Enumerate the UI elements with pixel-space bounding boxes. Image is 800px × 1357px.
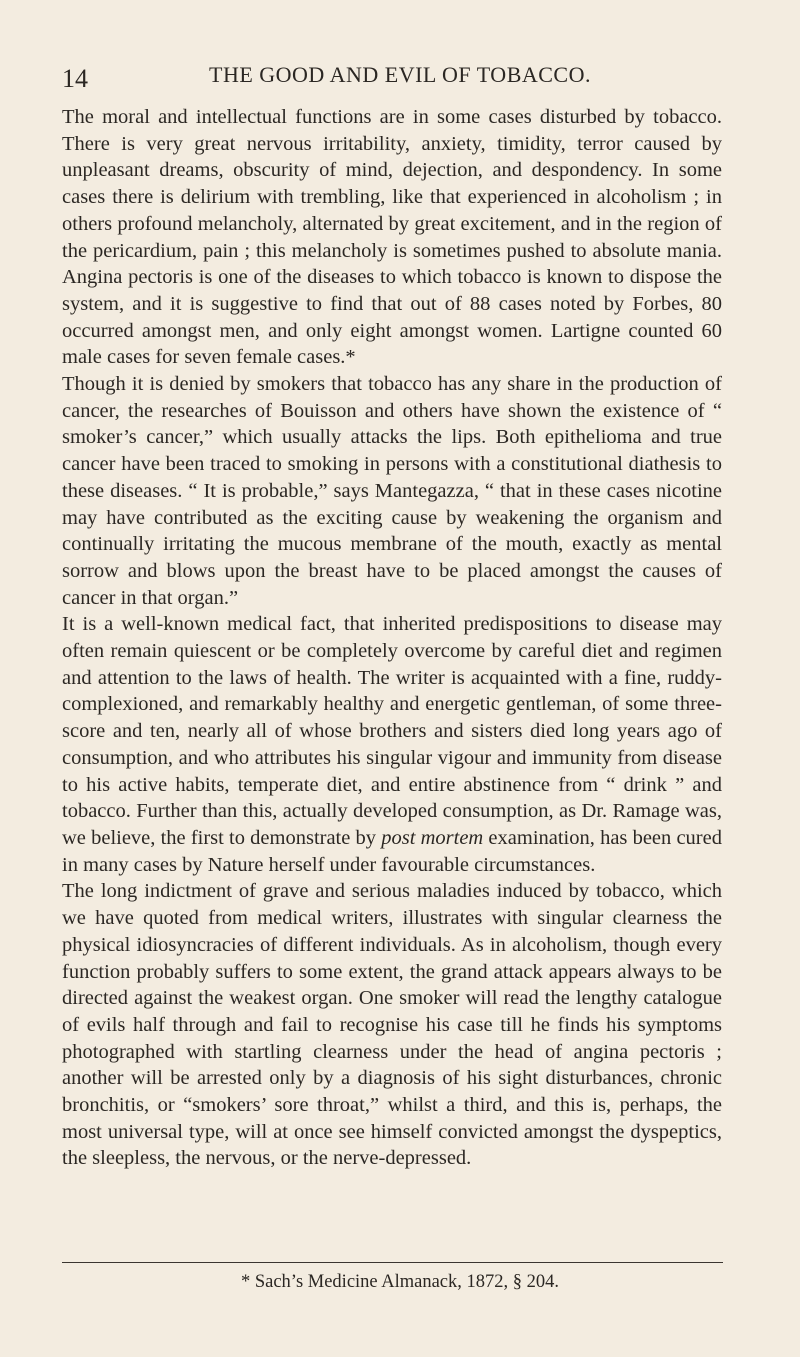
paragraph-text-end: examination, has been cured in many cases by Nature herself under favourable circumstances. (62, 826, 722, 876)
italic-post-mortem: post mortem (381, 826, 484, 849)
page-number: 14 (62, 64, 88, 93)
paragraph-inherited-predispositions (62, 611, 722, 878)
footnote: * Sach’s Medicine Almanack, 1872, § 204. (240, 1272, 560, 1292)
body-text (62, 104, 722, 1172)
footnote-divider (62, 1262, 723, 1263)
paragraph-smokers-cancer: Though it is denied by smokers that tobacco has any share in the production of cancer, the researches of Bouisson and others have shown the existence of “ smoker’s cancer,” which usually attacks the lips. Both epithelioma and true cancer have been traced to smoking in persons with a constitutional diathesis to these diseases. “ It is probable,” says Mantegazza, “ that in these cases nicotine may have contributed as the exciting cause by weakening the organism and continually irritating the mucous membrane of the mouth, exactly as mental sorrow and blows upon the breast have to be placed amongst the causes of cancer in that organ.” (62, 373, 722, 609)
running-head: THE GOOD AND EVIL OF TOBACCO. (209, 62, 591, 87)
paragraph-indictment: The long indictment of grave and serious maladies induced by tobacco, which we have quoted from medical writers, illustrates with singular clearness the physical idiosyncracies of different individuals. As in alcoholism, though every function probably suffers to some extent, the grand attack appears always to be directed against the weakest organ. One smoker will read the lengthy catalogue of evils half through and fail to recognise his case till he finds his symptoms photographed with startling clearness under the head of angina pectoris ; another will be arrested only by a diagnosis of his sight disturbances, chronic bronchitis, or “smokers’ sore throat,” whilst a third, and this is, perhaps, the most universal type, will at once see himself convicted amongst the dyspeptics, the sleepless, the nervous, or the nerve-depressed. (62, 880, 722, 1170)
paragraph-text-start: It is a well-known medical fact, that inherited predispositions to disease may often remain quiescent or be completely overcome by careful diet and regimen and attention to the laws of health. The writer is acquainted with a fine, ruddy-complexioned, and remarkably healthy and energetic gentleman, of some three-score and ten, nearly all of whose brothers and sisters died long years ago of consumption, and who attributes his singular vigour and immunity from disease to his active habits, temperate diet, and entire abstinence from “ drink ” and tobacco. Further than this, actually developed consumption, as Dr. Ramage was, we believe, the first to demonstrate by (62, 613, 722, 849)
paragraph-moral-functions: The moral and intellectual functions are in some cases disturbed by tobacco. There is very great nervous irritability, anxiety, timidity, terror caused by unpleasant dreams, obscurity of mind, dejection, and despondency. In some cases there is delirium with trembling, like that experienced in alcoholism ; in others profound melancholy, alternated by great excitement, and in the region of the pericardium, pain ; this melancholy is sometimes pushed to absolute mania. Angina pectoris is one of the diseases to which tobacco is known to dispose the system, and it is suggestive to find that out of 88 cases noted by Forbes, 80 occurred amongst men, and only eight amongst women. Lartigne counted 60 male cases for seven female cases.* (62, 106, 722, 369)
